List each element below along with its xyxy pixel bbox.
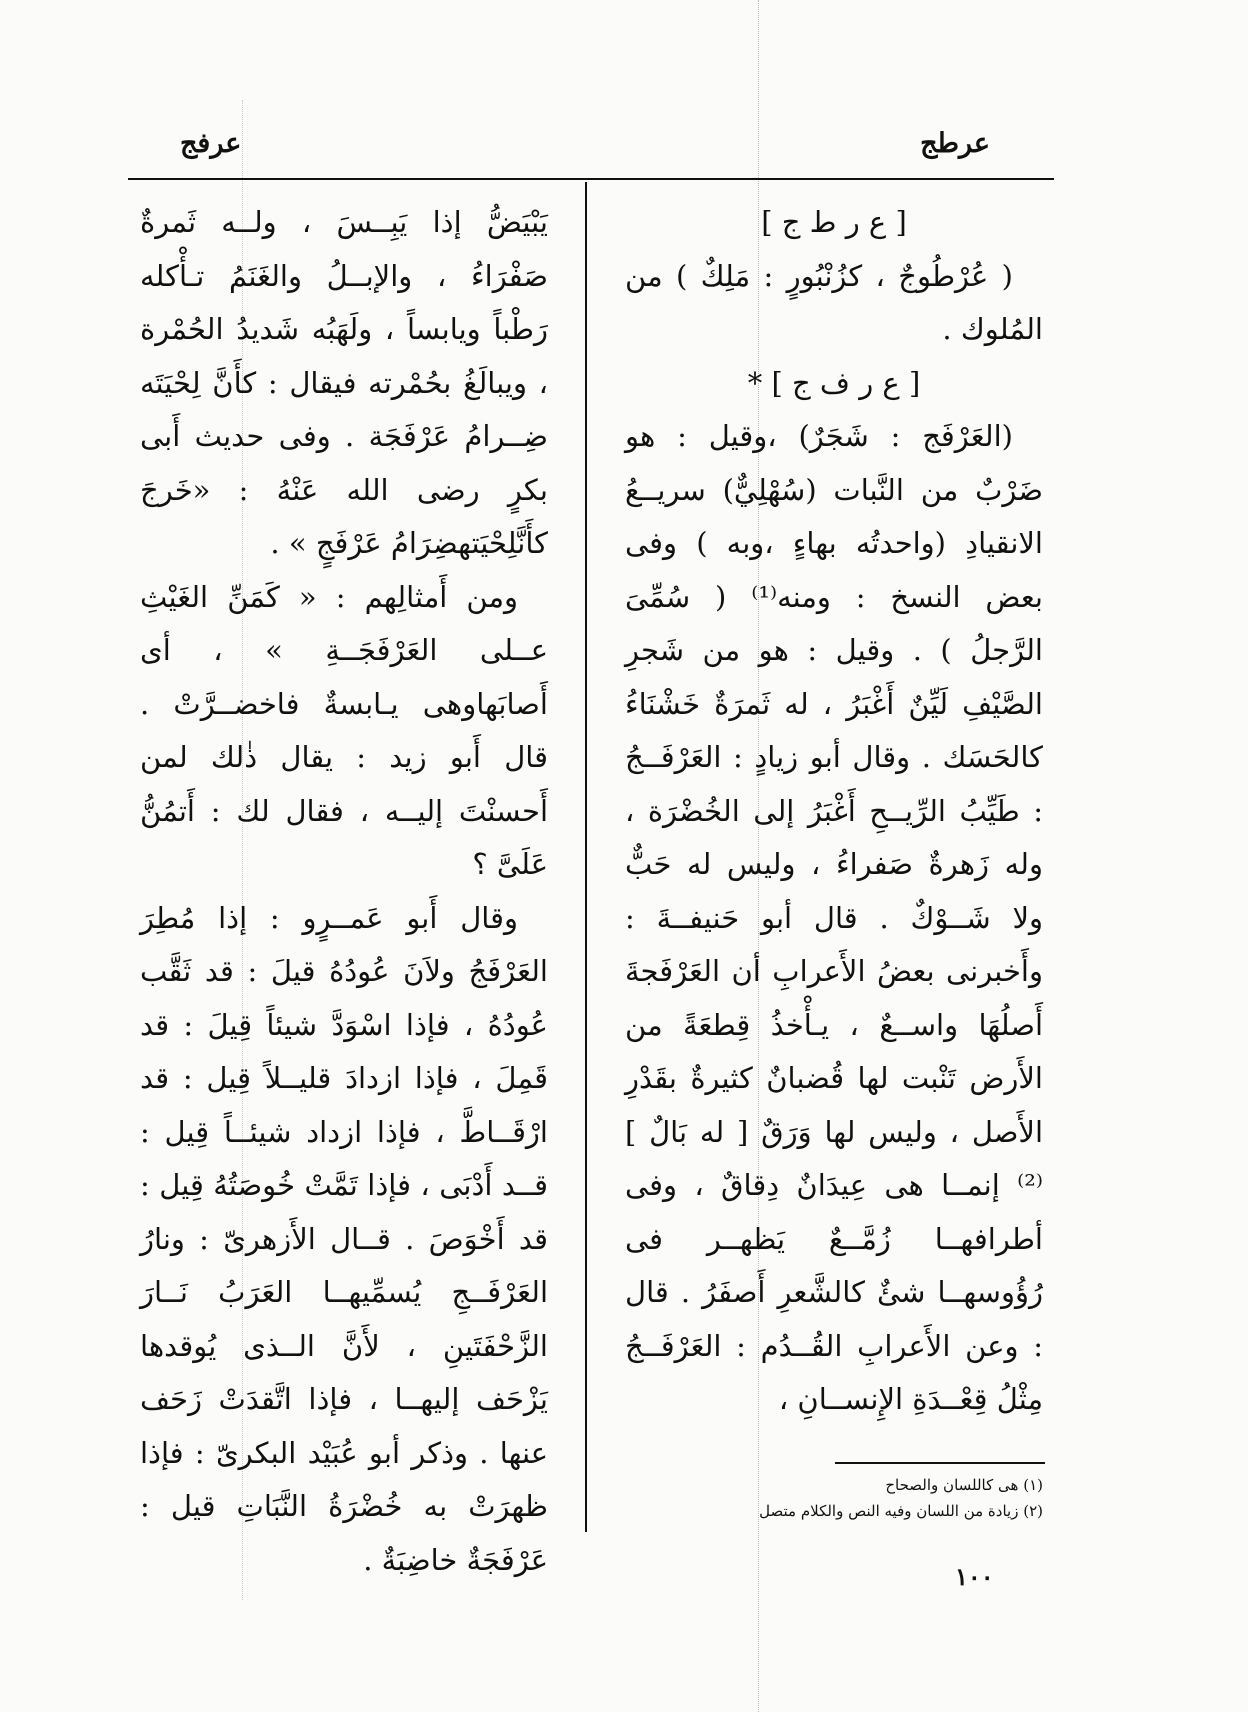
- entry-text-artj: ( عُرْطُوجٌ ، كزُنْبُورٍ : مَلِكٌ ) من المُلوك .: [625, 258, 1043, 346]
- right-column: [625, 196, 1043, 1427]
- footnotes: [625, 1472, 1043, 1524]
- page-number: ١٠٠: [955, 1562, 994, 1591]
- header-rule: [128, 178, 1054, 180]
- left-column: [140, 196, 548, 1587]
- entry-heading-artj: [ ع ر ط ج ]: [761, 205, 907, 239]
- proverbs-paragraph: ومن أَمثالِهم : « كَمَنِّ الغَيْثِ عــلى العَرْفَجَــةِ » ، أى أَصابَهاوهى يـابسةٌ فاخضــرَّتْ . قال أَبو زيد : يقال ذٰلك لمن أَحسنْتَ إليــه ، فقال لك : أَتمُنُّ عَلَىَّ ؟: [140, 579, 548, 881]
- abu-amr-paragraph: وقال أَبو عَمــرٍو : إذا مُطِرَ العَرْفَجُ ولاَنَ عُودُهُ قيلَ : قد ثَقَّب عُودُهُ ، فإذا اسْوَدَّ شيئاً قِيلَ : قد قَمِلَ ، فإذا ازدادَ قليــلاً قِيل : قد ارْقَــاطَّ ، فإذا ازداد شيئــاً قِيل : قــد أَدْبَى ، فإذا تَمَّتْ خُوصَتُهُ قِيل : قد أَخْوَصَ . قــال الأَزهرىّ : ونارُ العَرْفَــجِ يُسمِّيهــا العَرَبُ نَــارَ الزَّحْفَتَينِ ، لأَنَّ الــذى يُوقدها يَزْحَف إليهــا ، فإذا اتَّقدَتْ زَحَف عنها . وذكر أبو عُبَيْد البكرىّ : فإذا ظهرَتْ به خُضْرَةُ النَّبَاتِ قيل : عَرْفَجَةٌ خاضِبَةٌ .: [140, 900, 548, 1577]
- footnote-2: (٢) زيادة من اللسان وفيه النص والكلام متصل: [759, 1502, 1043, 1520]
- entry-heading-arfj: [ ع ر ف ج ] *: [747, 365, 921, 400]
- header-left-word: عرفج: [180, 128, 242, 159]
- continuation-paragraph: يَبْيَضُّ إذا يَبِــسَ ، ولــه ثَمرةٌ صَفْرَاءُ ، والإبــلُ والغَنَمُ تـأْكله رَطْباً ويابساً ، ولَهَبُه شَديدُ الحُمْرة ، ويبالَغُ بحُمْرته فيقال : كأَنَّ لِحْيَتَه ضِــرامُ عَرْفَجَة . وفى حديث أَبى بكرٍ رضى الله عَنْهُ : «خَرجَ كأَنَّلِحْيَتهضِرَامُ عَرْفَجٍ » .: [140, 205, 548, 560]
- entry-text-arfj: (العَرْفَج : شَجَرٌ) ،وقيل : هو ضَرْبٌ من النَّبات (سُهْلِيٌّ) سريــعُ الانقيادِ (واحدتُه بهاءٍ ،وبه ) وفى بعض النسخ : ومنه⁽¹⁾ ( سُمِّىَ الرَّجلُ ) . وقيل : هو من شَجرِ الصَّيْفِ لَيِّنٌ أَغْبَرُ ، له ثَمرَةٌ خَشْنَاءُ كالحَسَك . وقال أبو زيادٍ : العَرْفَــجُ : طَيِّبُ الرِّيــحِ أَغْبَرُ إلى الخُضْرَة ، وله زَهرةٌ صَفراءُ ، وليس له حَبٌّ ولا شَــوْكٌ . قال أبو حَنيفــةَ : وأَخبرنى بعضُ الأَعرابِ أن العَرْفَجةَ أَصلُهَا واســعٌ ، يـأْخذُ قِطعَةً من الأَرض تَنْبت لها قُضبانٌ كثيرةٌ بقَدْرِ الأَصل ، وليس لها وَرَقٌ [ له بَالٌ ] ⁽²⁾ إنمــا هى عِيدَانٌ دِقاقٌ ، وفى أطرافهــا زُمَّــعٌ يَظهــر فى رُؤُوسهــا شئٌ كالشَّعرِ أَصفَرُ . قال : وعن الأَعرابِ القُــدُم : العَرْفَــجُ مِثْلُ قِعْــدَةِ الإِنســانِ ،: [625, 419, 1043, 1416]
- header-right-word: عرطج: [920, 128, 990, 159]
- footnote-1: (١) هى كاللسان والصحاح: [885, 1476, 1043, 1494]
- column-divider: [585, 182, 587, 1532]
- footnote-rule: [835, 1462, 1045, 1464]
